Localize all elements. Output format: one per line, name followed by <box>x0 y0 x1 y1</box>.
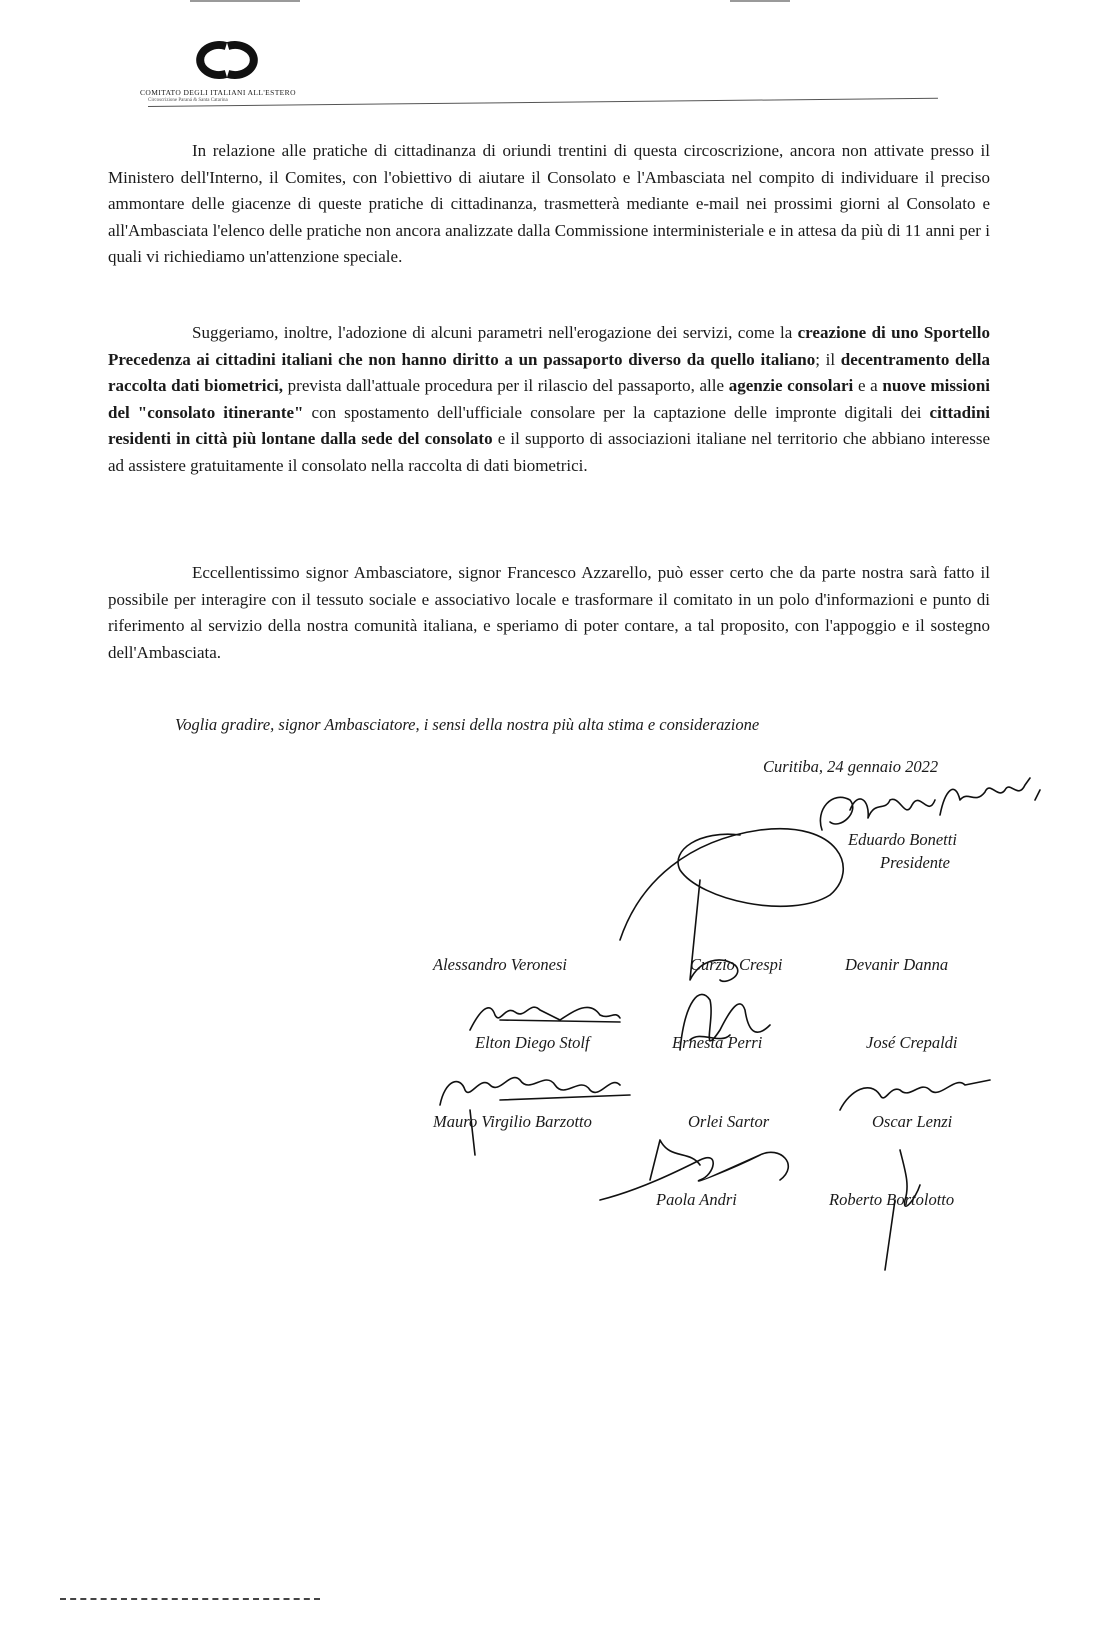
signatory-name: Paola Andri <box>656 1190 737 1209</box>
body-paragraph: Suggeriamo, inoltre, l'adozione di alcuni parametri nell'erogazione dei servizi, come la creazione di uno Sportello Precedenza ai cittadini italiani che non hanno diritto a un passaporto diverso da quello italiano; il decentramento della raccolta dati biometrici, prevista dall'attuale procedura per il rilascio del passaporto, alle agenzie consolari e a nuove missioni del "consolato itinerante" con spostamento dell'ufficiale consolare per la captazione delle impronte digitali dei cittadini residenti in città più lontane dalla sede del consolato e il supporto di associazioni italiane nel territorio che abbiano interesse ad assistere gratuitamente il consolato nella raccolta di dati biometrici. <box>108 323 991 475</box>
signature-lenzi <box>840 1080 990 1110</box>
signatory-name: Curzio Crespi <box>690 955 783 974</box>
footer-dash <box>60 1598 320 1600</box>
letterhead-logo <box>140 38 325 103</box>
signatory-name: Oscar Lenzi <box>872 1112 953 1131</box>
place-date: Curitiba, 24 gennaio 2022 <box>763 757 939 776</box>
signatory-name: Devanir Danna <box>845 955 949 974</box>
bold-phrase: agenzie consolari <box>728 376 854 395</box>
signatory-name: Elton Diego Stolf <box>475 1033 590 1052</box>
bold-phrase: cittadini residenti in città più lontane dalla sede del consolato <box>108 402 990 448</box>
signature-stolf <box>470 1007 620 1030</box>
org-name: COMITATO DEGLI ITALIANI ALL'ESTERO <box>140 88 296 97</box>
body-paragraph: In relazione alle pratiche di cittadinanza di oriundi trentini di questa circoscrizione, ancora non attivate presso il Ministero dell'Interno, il Comites, con l'obiettivo di aiutare il Consolato e l'Ambasciata nel compito di individuare il preciso ammontare delle giacenze di queste pratiche di cittadinanza, trasmetterà mediante e-mail nei prossimi giorni al Consolato e all'Ambasciata l'elenco delle pratiche non ancora analizzate dalla Commissione interministeriale e in attesa da più di 11 anni per i quali vi richiediamo un'attenzione speciale. <box>108 141 990 266</box>
bold-phrase: nuove missioni del "consolato itinerante" <box>108 376 991 422</box>
president-name: Eduardo Bonetti <box>848 830 957 849</box>
comites-monogram-icon <box>182 38 272 82</box>
org-subtitle: Circoscrizione Paraná & Santa Catarina <box>148 98 228 103</box>
scan-edge-mark <box>190 0 300 2</box>
signatory-name: Roberto Bortolotto <box>829 1190 955 1209</box>
body-paragraph: Eccellentissimo signor Ambasciatore, signor Francesco Azzarello, può esser certo che da parte nostra sarà fatto il possibile per interagire con il tessuto sociale e associativo locale e trasformare il comitato in un polo d'informazioni e punto di riferimento al servizio della nostra comunità italiana, e speriamo di poter contare, a tal proposito, con l'appoggio e il sostegno dell'Ambasciata. <box>108 563 990 662</box>
signatory-name: José Crepaldi <box>866 1033 958 1052</box>
signatory-name: Ernesta Perri <box>672 1033 763 1052</box>
bold-phrase: creazione di uno Sportello Precedenza ai cittadini italiani che non hanno diritto a un passaporto diverso da quello italiano <box>108 323 990 369</box>
closing-formula: Voglia gradire, signor Ambasciatore, i sensi della nostra più alta stima e considerazione <box>175 715 760 734</box>
signature-bortolotto <box>885 1150 920 1270</box>
signature-bonetti <box>820 778 1040 830</box>
bold-phrase: decentramento della raccolta dati biometrici, <box>108 349 990 395</box>
signatory-name: Alessandro Veronesi <box>433 955 567 974</box>
scan-edge-mark <box>730 0 790 2</box>
signatory-name: Mauro Virgilio Barzotto <box>433 1112 592 1131</box>
signatory-name: Orlei Sartor <box>688 1112 770 1131</box>
president-title: Presidente <box>880 853 950 872</box>
